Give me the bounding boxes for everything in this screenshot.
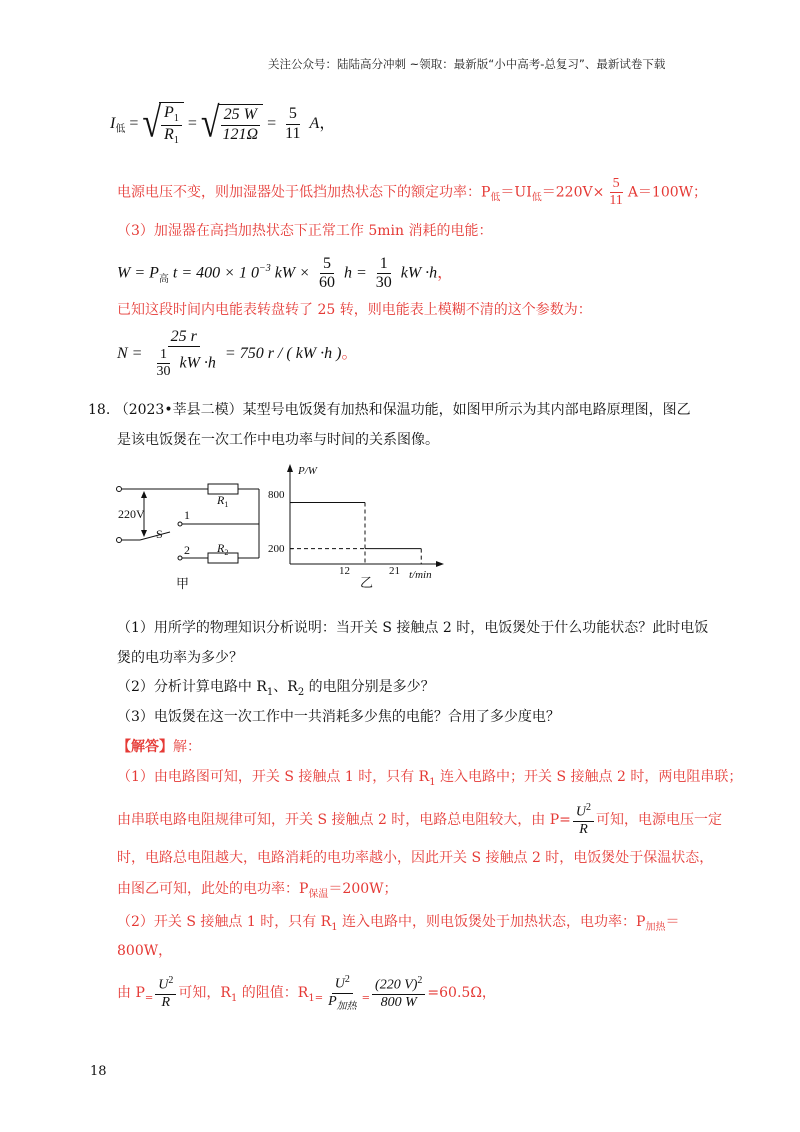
contact-1 bbox=[178, 522, 182, 526]
question-1-line1: （1）用所学的物理知识分析说明：当开关 S 接触点 2 时，电饭煲处于什么功能状态？此时电饭 bbox=[117, 620, 709, 636]
page-number: 18 bbox=[90, 1064, 107, 1079]
switch-label: S bbox=[156, 527, 163, 541]
answer-2-line1: （2）开关 S 接触点 1 时，只有 $R_1$ 连入电路中，则电饭煲处于加热状态，电功率：$P_{加热}=$ bbox=[117, 914, 680, 933]
circuit-caption: 甲 bbox=[176, 577, 190, 592]
answer-line-known: 已知这段时间内电能表转盘转了 25 转，则电能表上模糊不清的这个参数为： bbox=[117, 302, 592, 318]
y-axis-label: P/W bbox=[298, 465, 317, 477]
contact-2 bbox=[178, 556, 182, 560]
terminal-bottom bbox=[117, 538, 122, 543]
graph-caption: 乙 bbox=[360, 576, 374, 590]
contact-2-label: 2 bbox=[184, 543, 190, 557]
y-tick-800: 800 bbox=[268, 489, 285, 501]
problem-18-line1: 18. （2023•莘县二模）某型号电饭煲有加热和保温功能，如图甲所示为其内部电路原理图，图乙 bbox=[88, 402, 691, 418]
equation-energy: $W = P_高$ t = 400 × 1 $0^{-3}$ kW × $\frac{5}{60}$ h = $\frac{1}{30}$ kW ·h， bbox=[117, 255, 454, 292]
x-tick-12: 12 bbox=[339, 565, 350, 577]
answer-2-line2: 800W， bbox=[117, 943, 173, 959]
answer-2-line3: 由 $P_=$ $\frac{U^2}{R}$ 可知，$R_1$ 的阻值：$R_{1=}$ $\frac{U^2}{P_{加热}}$ $_=$ $\frac{(220 V)^2}{800 W}$ =60.5Ω， bbox=[117, 974, 496, 1012]
problem-18-line2: 是该电饭煲在一次工作中电功率与时间的关系图像。 bbox=[117, 432, 439, 448]
voltage-label: 220V bbox=[118, 507, 145, 521]
answer-1-line4: 由图乙可知，此处的电功率：$P_{保温}=200W$； bbox=[117, 881, 398, 900]
answer-1-line2: 由串联电路电阻规律可知，开关 S 接触点 2 时，电路总电阻较大，由 P= $\frac{U^2}{R}$ 可知，电源电压一定 bbox=[117, 802, 723, 837]
question-2: （2）分析计算电路中 $R_1$、$R_2$ 的电阻分别是多少？ bbox=[117, 679, 435, 698]
circuit-diagram bbox=[110, 470, 270, 595]
x-axis-label: t/min bbox=[409, 569, 432, 581]
answer-heading: 【解答】解： bbox=[117, 739, 201, 755]
question-1-line2: 煲的电功率为多少？ bbox=[117, 650, 243, 666]
answer-line-p-low: 电源电压不变，则加湿器处于低挡加热状态下的额定功率：$P_低=UI_低=220V\times$ $\frac{5}{11}$ A＝100W； bbox=[117, 176, 708, 209]
answer-1-line3: 时，电路总电阻越大，电路消耗的电功率越小，因此开关 S 接触点 2 时，电饭煲处于保温状态， bbox=[117, 850, 714, 866]
answer-line-q3: （3）加湿器在高挡加热状态下正常工作 5min 消耗的电能： bbox=[117, 223, 493, 239]
x-tick-21: 21 bbox=[389, 565, 400, 577]
equation-n: N = 25 r $\frac{1}{30}$ kW ·h = 750 r / ( kW ·h )。 bbox=[117, 328, 358, 380]
equation-i-low: $I_低$ = √ $\frac{P_1}{R_1}$ = √ $\frac{25 W}{121\Omega}$ = $\frac{5}{11}$ A， bbox=[110, 100, 336, 147]
power-time-graph bbox=[262, 460, 452, 590]
answer-1-line1: （1）由电路图可知，开关 S 接触点 1 时，只有 $R_1$ 连入电路中；开关 S 接触点 2 时，两电阻串联； bbox=[117, 769, 743, 788]
y-tick-200: 200 bbox=[268, 543, 285, 555]
terminal-top bbox=[117, 487, 122, 492]
page-header: 关注公众号：陆陆高分冲刺 ~领取：最新版“小中高考-总复习”、最新试卷下载 bbox=[268, 57, 666, 71]
contact-1-label: 1 bbox=[184, 508, 190, 522]
r2-label: $R_2$ bbox=[217, 541, 229, 557]
question-3: （3）电饭煲在这一次工作中一共消耗多少焦的电能？合用了多少度电？ bbox=[117, 709, 560, 725]
r1-label: $R_1$ bbox=[217, 493, 229, 509]
